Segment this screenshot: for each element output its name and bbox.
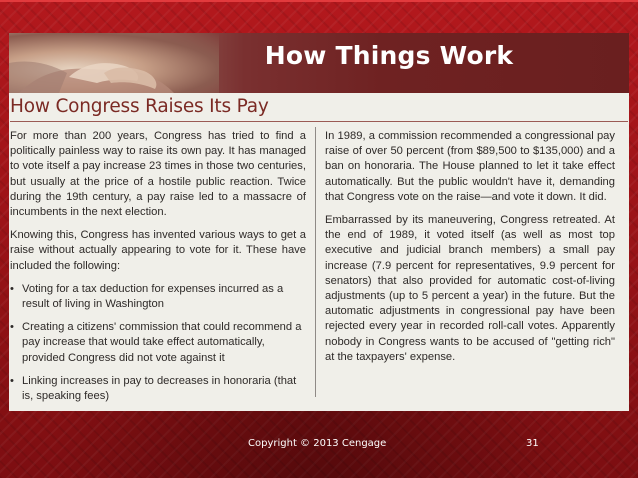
content-panel [9,33,629,411]
list-item-text: Linking increases in pay to decreases in honoraria (that is, speaking fees) [22,374,297,403]
right-paragraph-1: In 1989, a commission recommended a congressional pay raise of over 50 percent (from $89,500 to $135,000) and a ban on honoraria. The House planned to let it take effect automatically. But the public wouldn't have it, demanding that Congress vote on the raise—and vote it down. It did. [325,130,615,203]
slide-top-line [0,0,638,2]
section-heading: How Congress Raises Its Pay [10,96,269,117]
banner [9,33,629,93]
heading-rule [10,121,628,122]
left-column [10,129,306,411]
list-item-text: Voting for a tax deduction for expenses incurred as a result of living in Washington [22,282,284,311]
banner-title: How Things Work [264,41,514,70]
right-paragraph-2: Embarrassed by its maneuvering, Congress retreated. At the end of 1989, it voted itself (as well as most top executive and judicial branch members) a small pay increase (7.9 percent for representatives, 9.9 percent for senators) that also provided for automatic cost-of-living adjustments (up to 5 percent a year) in the future. But the automatic adjustments in congressional pay have been rejected every year in recorded roll-call votes. Apparently nobody in Congress wants to be accused of "getting rich" at the taxpayers' expense. [325,214,615,363]
page-number: 31 [526,438,539,449]
bullet-icon: • [10,321,14,334]
list-item-text: Creating a citizens' commission that could recommend a pay increase that would take effect automatically, provided Congress did not vote against it [22,321,302,364]
bullet-icon: • [10,374,14,387]
list-item [10,320,306,366]
left-paragraph-2: Knowing this, Congress has invented various ways to get a raise without actually appearing to vote for it. These have included the following: [10,229,306,272]
right-column [325,129,615,373]
list-item [10,374,306,404]
handshake-photo [9,33,219,93]
left-paragraph-1: For more than 200 years, Congress has tried to find a politically painless way to raise its own pay. It has managed to vote itself a pay increase 23 times in those two centuries, but usually at the price of a hostile public reaction. Twice during the 19th century, a pay raise led to a massacre of incumbents in the next election. [10,130,306,219]
copyright-notice: Copyright © 2013 Cengage [248,438,387,449]
handshake-illustration [9,33,219,93]
pay-tactics-list [10,282,306,404]
bullet-icon: • [10,282,14,295]
list-item [10,282,306,312]
column-divider [315,127,316,397]
